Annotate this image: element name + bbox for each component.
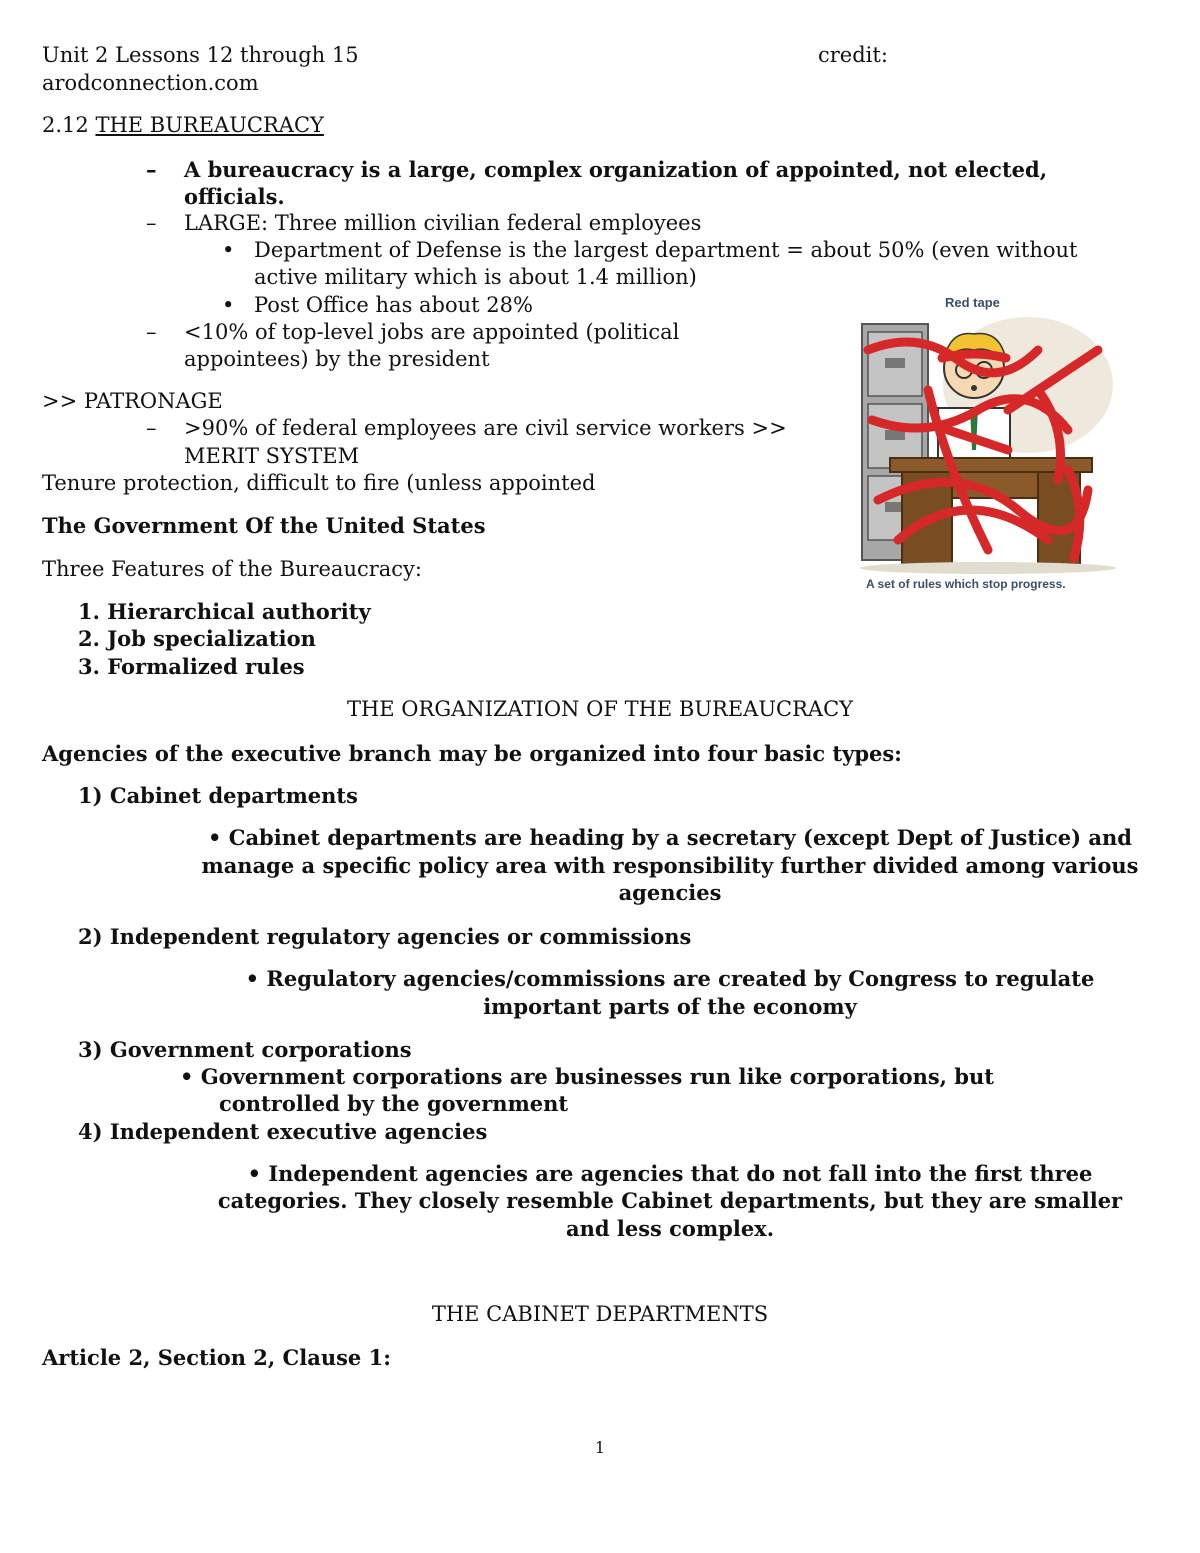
agency-type-desc: • Independent agencies are agencies that do not fall into the first three: [247, 1161, 1093, 1186]
features-heading: Three Features of the Bureaucracy:: [42, 557, 422, 581]
agency-type-label: 1) Cabinet departments: [78, 783, 358, 808]
civil-service-fact: >90% of federal employees are civil service workers >>: [184, 416, 787, 440]
feature-item: 2. Job specialization: [78, 626, 316, 651]
agency-type-label: 4) Independent executive agencies: [78, 1119, 488, 1144]
feature-item: 3. Formalized rules: [78, 654, 305, 679]
dash-marker: –: [146, 211, 157, 235]
agency-type-desc-cont: controlled by the government: [219, 1091, 569, 1116]
red-tape-illustration: [838, 290, 1116, 595]
agency-type-desc: • Government corporations are businesses run like corporations, but: [180, 1064, 994, 1089]
large-employees: LARGE: Three million civilian federal employees: [184, 211, 702, 235]
patronage-label: >> PATRONAGE: [42, 389, 223, 413]
feature-item: 1. Hierarchical authority: [78, 599, 371, 624]
bureaucracy-definition-cont: officials.: [184, 184, 285, 209]
bullet-marker: •: [222, 238, 235, 262]
header-source: arodconnection.com: [42, 71, 259, 95]
organization-heading: THE ORGANIZATION OF THE BUREAUCRACY: [346, 697, 854, 721]
organization-intro: Agencies of the executive branch may be organized into four basic types:: [42, 741, 902, 766]
page-number: 1: [594, 1438, 606, 1457]
agency-type-label: 2) Independent regulatory agencies or commissions: [78, 924, 692, 949]
section-number: 2.12: [42, 113, 89, 137]
cabinet-heading: THE CABINET DEPARTMENTS: [431, 1302, 769, 1326]
appointed-fact-cont: appointees) by the president: [184, 347, 490, 371]
illustration-title: Red tape: [945, 295, 1000, 310]
header-left: Unit 2 Lessons 12 through 15: [42, 43, 359, 67]
header-credit: credit:: [818, 43, 888, 67]
dash-marker: –: [146, 416, 157, 440]
tenure-protection: Tenure protection, difficult to fire (unless appointed: [42, 471, 596, 495]
agency-type-desc-cont: agencies: [618, 880, 722, 905]
article-reference: Article 2, Section 2, Clause 1:: [42, 1345, 391, 1370]
dash-marker: –: [146, 157, 157, 182]
dash-marker: –: [146, 320, 157, 344]
merit-system: MERIT SYSTEM: [184, 444, 360, 468]
floor-shadow: [860, 562, 1116, 574]
bureaucracy-definition: A bureaucracy is a large, complex organization of appointed, not elected,: [184, 157, 1047, 182]
agency-type-desc: • Regulatory agencies/commissions are created by Congress to regulate: [245, 966, 1095, 991]
illustration-caption: A set of rules which stop progress.: [866, 577, 1066, 591]
agency-type-desc-cont: categories. They closely resemble Cabinet departments, but they are smaller: [217, 1188, 1123, 1213]
section-title-text: THE BUREAUCRACY: [95, 113, 324, 137]
post-office-fact: Post Office has about 28%: [254, 293, 533, 317]
bullet-marker: •: [222, 293, 235, 317]
agency-type-desc: • Cabinet departments are heading by a secretary (except Dept of Justice) and: [208, 825, 1132, 850]
agency-type-desc-cont: manage a specific policy area with responsibility further divided among various: [201, 853, 1139, 878]
agency-type-label: 3) Government corporations: [78, 1037, 412, 1062]
section-title: [42, 112, 324, 139]
agency-type-desc-cont: important parts of the economy: [483, 994, 857, 1019]
agency-type-desc-cont: and less complex.: [565, 1216, 775, 1241]
book-title: The Government Of the United States: [42, 513, 486, 538]
appointed-fact: <10% of top-level jobs are appointed (political: [184, 320, 680, 344]
dod-fact-cont: active military which is about 1.4 million): [254, 265, 697, 289]
dod-fact: Department of Defense is the largest department = about 50% (even without: [254, 238, 1078, 262]
